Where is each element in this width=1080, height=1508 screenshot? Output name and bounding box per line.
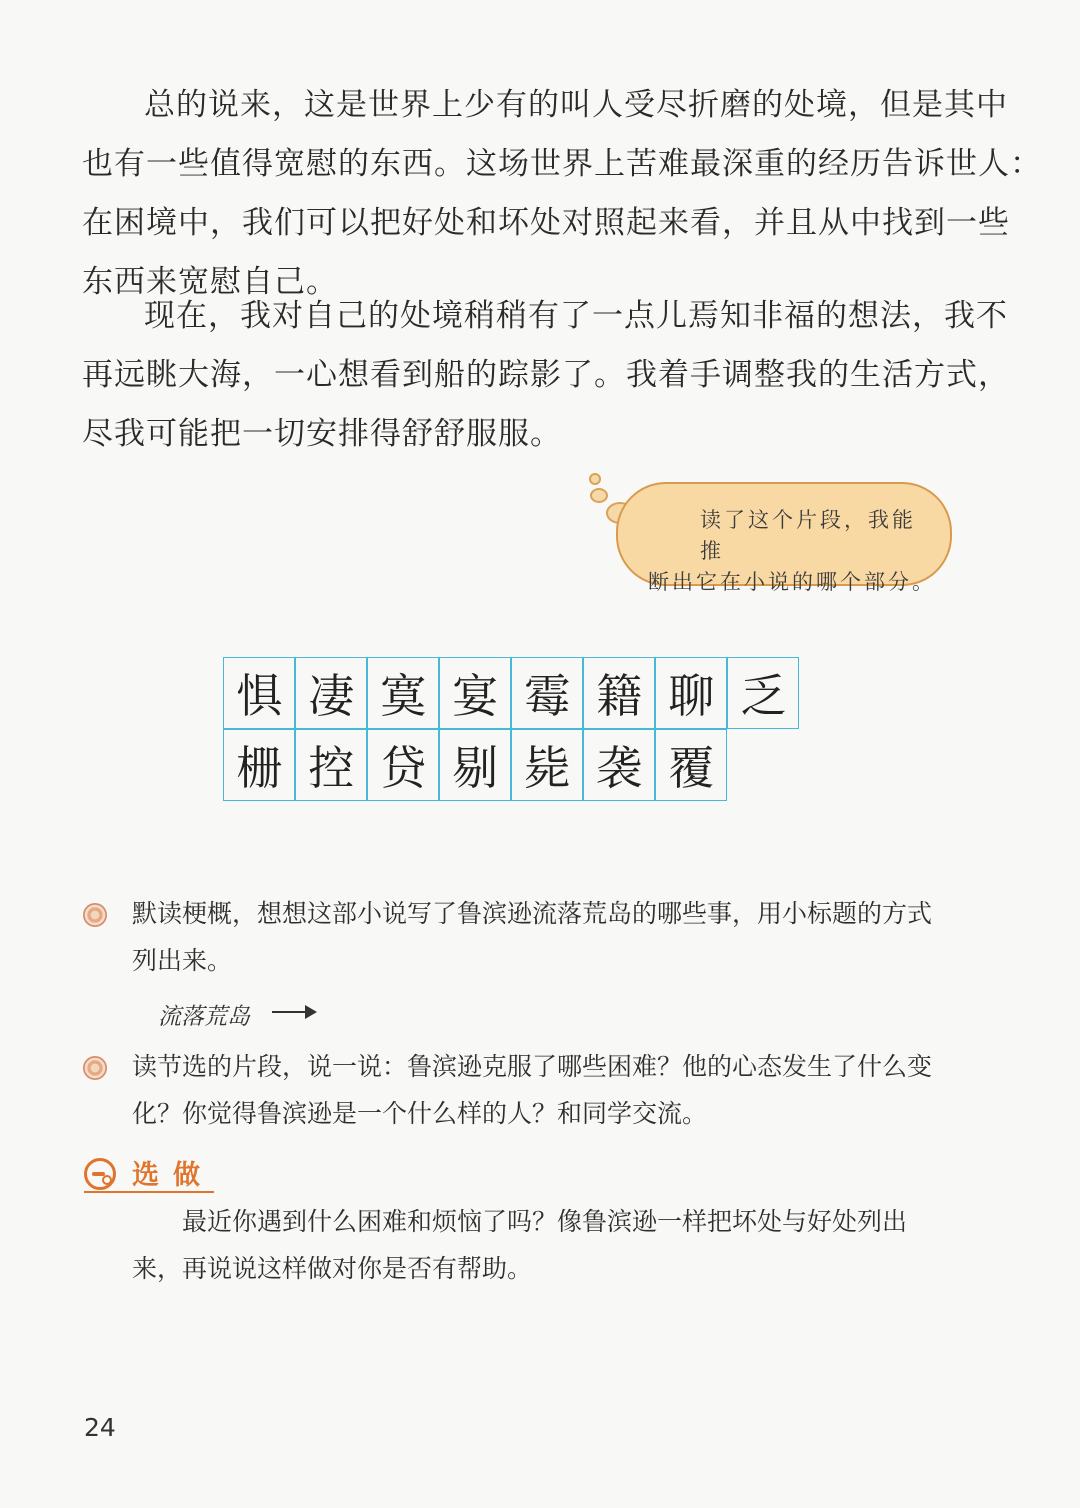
bubble-line: 断出它在小说的哪个部分。 bbox=[648, 570, 936, 594]
paragraph-line: 总的说来，这是世界上少有的叫人受尽折磨的处境，但是其中 bbox=[144, 87, 1008, 123]
exercise-line: 化？你觉得鲁滨逊是一个什么样的人？和同学交流。 bbox=[132, 1099, 708, 1128]
exercise-2 bbox=[132, 1043, 962, 1137]
bubble-dot bbox=[590, 488, 608, 503]
exercise-1-hint: 流落荒岛 bbox=[158, 1004, 250, 1030]
character-cell: 控 bbox=[295, 729, 367, 801]
paragraph-2 bbox=[82, 287, 1010, 464]
exercise-line: 列出来。 bbox=[132, 946, 233, 975]
character-cell: 袭 bbox=[583, 729, 655, 801]
character-cell: 惧 bbox=[223, 657, 295, 729]
character-cell: 霉 bbox=[511, 657, 583, 729]
bubble-dot bbox=[589, 473, 601, 485]
character-cell: 毙 bbox=[511, 729, 583, 801]
optional-line: 最近你遇到什么困难和烦恼了吗？像鲁滨逊一样把坏处与好处列出 bbox=[182, 1207, 908, 1236]
page-number: 24 bbox=[84, 1413, 116, 1442]
optional-activity-icon bbox=[84, 1158, 116, 1190]
exercise-bullet-icon bbox=[83, 903, 107, 927]
thought-bubble-text bbox=[648, 505, 938, 598]
character-cell: 乏 bbox=[727, 657, 799, 729]
paragraph-1 bbox=[82, 76, 1042, 312]
character-cell: 寞 bbox=[367, 657, 439, 729]
character-cell: 凄 bbox=[295, 657, 367, 729]
optional-activity-title: 选做 bbox=[132, 1160, 214, 1191]
optional-activity-body bbox=[132, 1198, 962, 1292]
optional-title-underline bbox=[84, 1191, 214, 1193]
exercise-line: 读节选的片段，说一说：鲁滨逊克服了哪些困难？他的心态发生了什么变 bbox=[132, 1052, 933, 1081]
empty-cell bbox=[727, 729, 799, 801]
character-grid bbox=[224, 658, 800, 802]
character-cell: 剔 bbox=[439, 729, 511, 801]
character-cell: 聊 bbox=[655, 657, 727, 729]
paragraph-line: 尽我可能把一切安排得舒舒服服。 bbox=[82, 416, 562, 452]
exercise-line: 默读梗概，想想这部小说写了鲁滨逊流落荒岛的哪些事，用小标题的方式 bbox=[132, 899, 933, 928]
bubble-line: 读了这个片段，我能推 bbox=[700, 508, 916, 563]
paragraph-line: 再远眺大海，一心想看到船的踪影了。我着手调整我的生活方式， bbox=[82, 357, 1010, 393]
paragraph-line: 在困境中，我们可以把好处和坏处对照起来看，并且从中找到一些 bbox=[82, 205, 1010, 241]
exercise-bullet-icon bbox=[83, 1056, 107, 1080]
optional-line: 来，再说说这样做对你是否有帮助。 bbox=[132, 1254, 533, 1283]
character-cell: 籍 bbox=[583, 657, 655, 729]
arrow-right-icon bbox=[272, 1011, 314, 1013]
character-cell: 宴 bbox=[439, 657, 511, 729]
character-cell: 覆 bbox=[655, 729, 727, 801]
paragraph-line: 东西来宽慰自己。 bbox=[82, 264, 338, 300]
character-cell: 栅 bbox=[223, 729, 295, 801]
exercise-1 bbox=[132, 890, 962, 984]
paragraph-line: 也有一些值得宽慰的东西。这场世界上苦难最深重的经历告诉世人： bbox=[82, 146, 1042, 182]
paragraph-line: 现在，我对自己的处境稍稍有了一点儿焉知非福的想法，我不 bbox=[144, 298, 1008, 334]
character-cell: 贷 bbox=[367, 729, 439, 801]
